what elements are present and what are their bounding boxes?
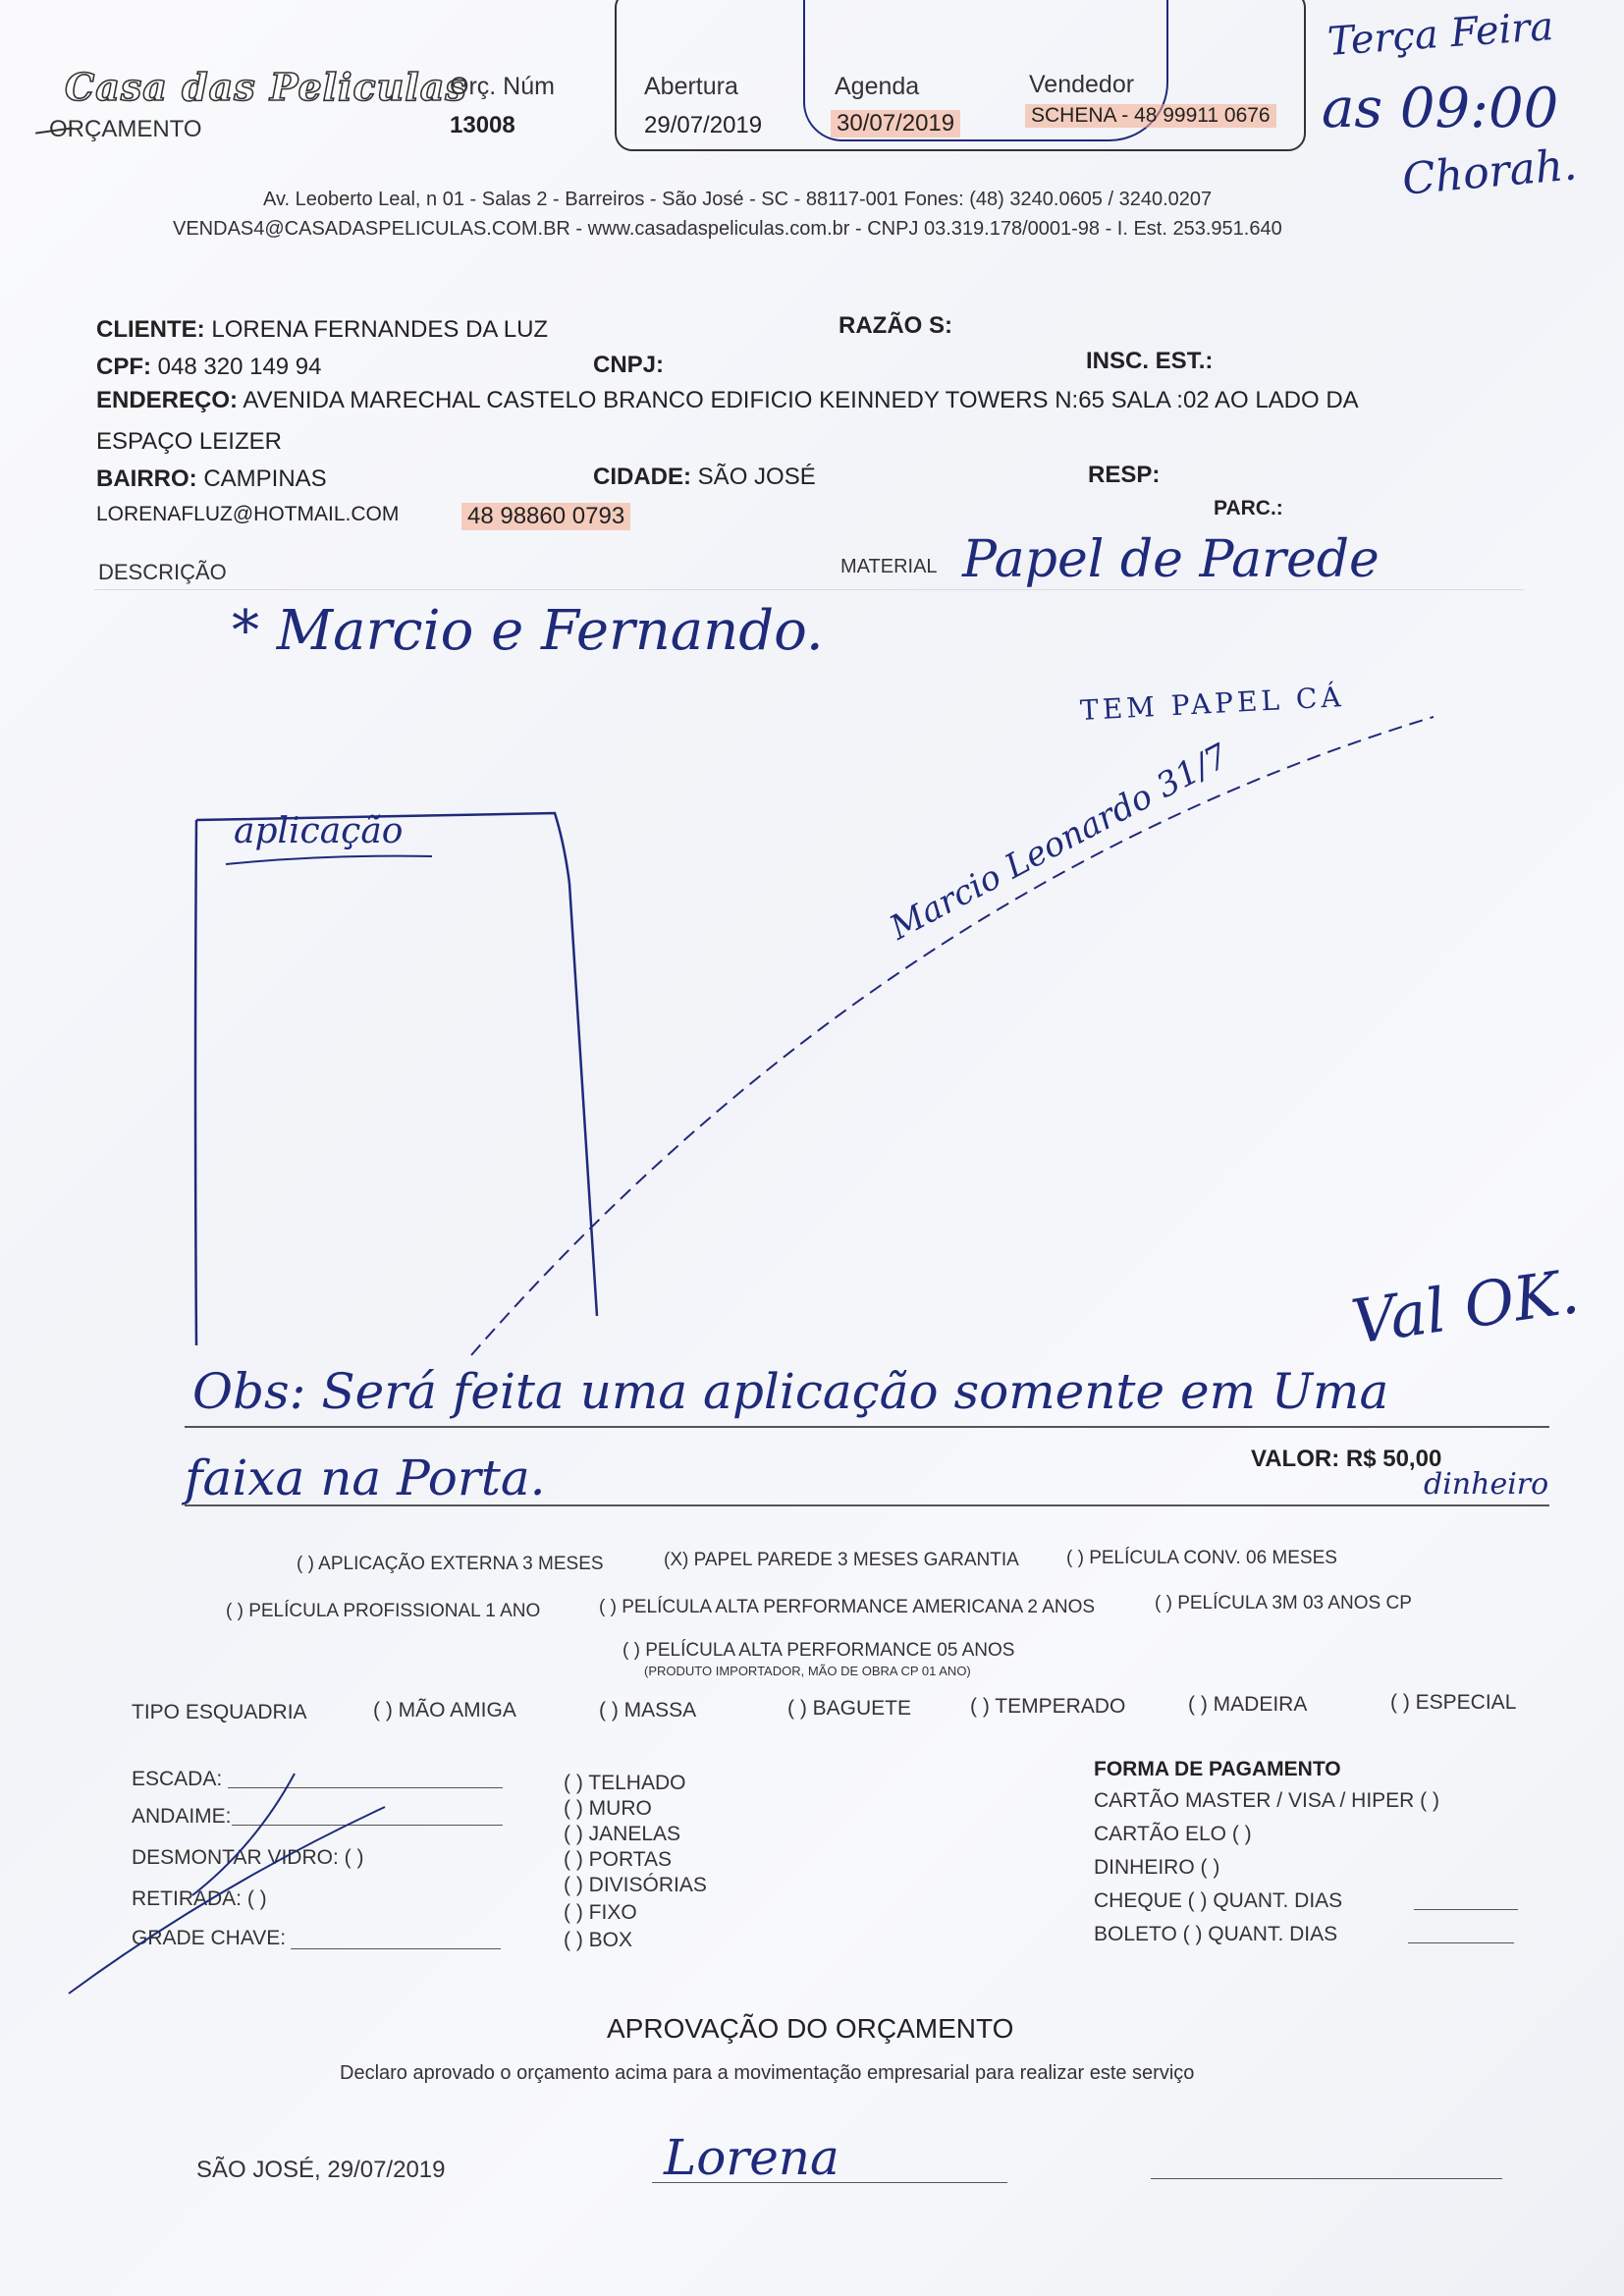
orc-label: Orç. Núm [450,73,555,100]
hw-dinheiro: dinheiro [1424,1467,1549,1502]
grade-chave-field: GRADE CHAVE: [132,1927,287,1949]
cpf-value: 048 320 149 94 [157,354,322,380]
client-signature: Lorena [664,2129,839,2186]
obs-line-2: faixa na Porta. [185,1449,546,1506]
hw-diagonal-note: Marcio Leonardo 31/7 [884,736,1235,949]
cpf-label: CPF: [96,354,151,380]
cliente-label: CLIENTE: [96,316,205,343]
escada-field: ESCADA: [132,1768,223,1790]
cliente-value: LORENA FERNANDES DA LUZ [211,316,549,343]
hw-tem-papel: TEM PAPEL CÁ [1079,680,1346,728]
tipo-temperado[interactable]: ( ) TEMPERADO [970,1695,1126,1718]
contact-line: VENDAS4@CASADASPELICULAS.COM.BR - www.casadaspeliculas.com.br - CNPJ 03.319.178/0001-98 - I. Est. 253.951.640 [173,218,1282,240]
approval-title: APROVAÇÃO DO ORÇAMENTO [607,2013,1014,2044]
endereco-value: AVENIDA MARECHAL CASTELO BRANCO EDIFICIO KEINNEDY TOWERS N:65 SALA :02 AO LADO DA [243,387,1359,413]
payment-title: FORMA DE PAGAMENTO [1094,1758,1341,1780]
valor-value: R$ 50,00 [1345,1446,1442,1472]
extra-telhado[interactable]: ( ) TELHADO [564,1772,686,1794]
option-pelicula-profissional[interactable]: ( ) PELÍCULA PROFISSIONAL 1 ANO [226,1601,541,1621]
agenda-date: 30/07/2019 [831,110,960,137]
cidade-value: SÃO JOSÉ [697,464,816,490]
endereco-label: ENDEREÇO: [96,387,239,413]
payment-dinheiro[interactable]: DINHEIRO ( ) [1094,1856,1220,1879]
approval-declaration: Declaro aprovado o orçamento acima para a movimentação empresarial para realizar este serviço [340,2062,1195,2084]
extra-janelas[interactable]: ( ) JANELAS [564,1823,681,1845]
signature-line-client[interactable] [652,2182,1007,2183]
parc-label: PARC.: [1214,497,1283,519]
payment-cartao-master[interactable]: CARTÃO MASTER / VISA / HIPER ( ) [1094,1789,1440,1812]
extra-portas[interactable]: ( ) PORTAS [564,1848,673,1871]
valor-label: VALOR: [1251,1446,1340,1472]
tipo-mao-amiga[interactable]: ( ) MÃO AMIGA [373,1699,516,1722]
vendedor-label: Vendedor [1029,71,1135,98]
bairro-label: BAIRRO: [96,465,197,492]
cross-stroke-1 [192,1774,295,1895]
cheque-dias-line[interactable] [1414,1909,1518,1910]
boleto-dias-line[interactable] [1408,1942,1514,1943]
andaime-field: ANDAIME: [132,1805,232,1828]
extra-box[interactable]: ( ) BOX [564,1929,633,1951]
cross-stroke-2 [69,1807,385,1994]
razao-label: RAZÃO S: [839,312,952,339]
extra-fixo[interactable]: ( ) FIXO [564,1901,637,1924]
endereco-value-2: ESPAÇO LEIZER [96,428,282,455]
hw-day: Terça Feira [1326,4,1555,65]
hw-chorah: Chorah. [1400,139,1579,205]
payment-boleto[interactable]: BOLETO ( ) QUANT. DIAS [1094,1923,1338,1945]
hw-signature-ok: Val OK. [1347,1255,1584,1358]
extra-divisorias[interactable]: ( ) DIVISÓRIAS [564,1874,707,1896]
tipo-baguete[interactable]: ( ) BAGUETE [787,1697,912,1720]
email: LORENAFLUZ@HOTMAIL.COM [96,503,400,525]
hw-time: as 09:00 [1322,77,1559,140]
cnpj-label: CNPJ: [593,352,665,378]
option-pelicula-alta-05[interactable]: ( ) PELÍCULA ALTA PERFORMANCE 05 ANOS [623,1640,1015,1661]
option-pelicula-conv[interactable]: ( ) PELÍCULA CONV. 06 MESES [1066,1548,1337,1568]
hw-aplicacao: aplicação [234,811,404,851]
insc-label: INSC. EST.: [1086,348,1214,374]
abertura-label: Abertura [644,73,738,100]
option-papel-parede[interactable]: (X) PAPEL PAREDE 3 MESES GARANTIA [664,1550,1019,1570]
material-hw: Papel de Parede [962,530,1380,589]
descricao-label: DESCRIÇÃO [98,560,227,584]
material-label: MATERIAL [840,556,938,577]
payment-cartao-elo[interactable]: CARTÃO ELO ( ) [1094,1823,1252,1845]
brand-logo: Casa das Peliculas [65,65,467,109]
hw-names: * Marcio e Fernando. [232,599,824,663]
option-note: (PRODUTO IMPORTADOR, MÃO DE OBRA CP 01 ANO) [644,1664,971,1678]
orc-number: 13008 [450,112,515,138]
option-aplicacao-externa[interactable]: ( ) APLICAÇÃO EXTERNA 3 MESES [297,1554,604,1574]
tipo-especial[interactable]: ( ) ESPECIAL [1390,1691,1517,1714]
cidade-label: CIDADE: [593,464,691,490]
option-pelicula-americana[interactable]: ( ) PELÍCULA ALTA PERFORMANCE AMERICANA 2 ANOS [599,1597,1096,1617]
desmontar-vidro-field[interactable]: DESMONTAR VIDRO: ( ) [132,1846,364,1869]
bairro-value: CAMPINAS [203,465,327,492]
phone: 48 98860 0793 [461,503,630,530]
option-pelicula-3m[interactable]: ( ) PELÍCULA 3M 03 ANOS CP [1155,1593,1412,1613]
resp-label: RESP: [1088,462,1161,488]
signature-line-company[interactable] [1151,2178,1502,2179]
tipo-esquadria-label: TIPO ESQUADRIA [132,1701,307,1723]
place-date: SÃO JOSÉ, 29/07/2019 [196,2157,446,2183]
abertura-date: 29/07/2019 [644,112,763,138]
doc-type: ORÇAMENTO [49,116,202,142]
tipo-massa[interactable]: ( ) MASSA [599,1699,697,1722]
vendedor-value: SCHENA - 48 99911 0676 [1025,104,1276,128]
extra-muro[interactable]: ( ) MURO [564,1797,652,1820]
retirada-field[interactable]: RETIRADA: ( ) [132,1887,267,1910]
obs-line-1: Obs: Será feita uma aplicação somente em Uma [192,1363,1389,1420]
payment-cheque[interactable]: CHEQUE ( ) QUANT. DIAS [1094,1889,1343,1912]
agenda-label: Agenda [835,73,920,100]
tipo-madeira[interactable]: ( ) MADEIRA [1188,1693,1308,1716]
address-line: Av. Leoberto Leal, n 01 - Salas 2 - Barreiros - São José - SC - 88117-001 Fones: (48) 3240.0605 / 3240.0207 [263,189,1213,210]
